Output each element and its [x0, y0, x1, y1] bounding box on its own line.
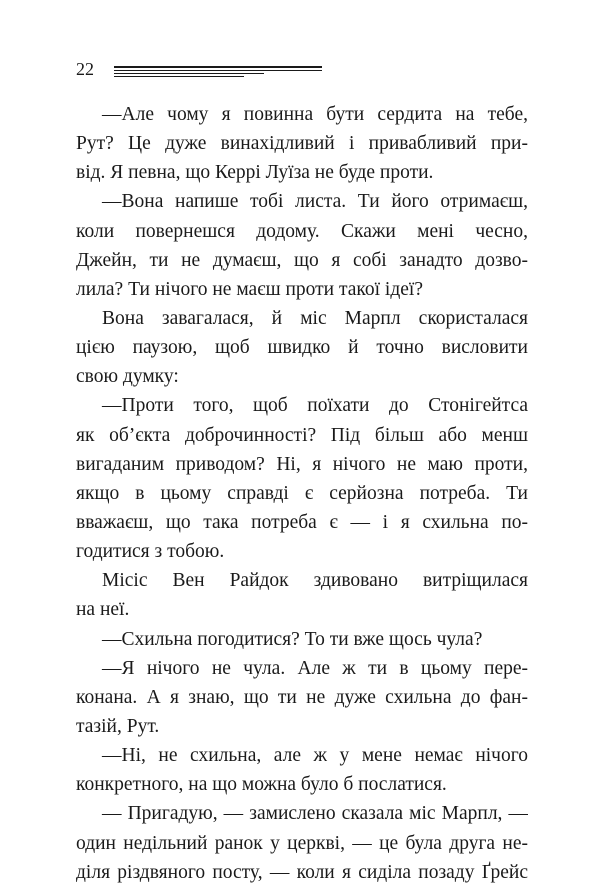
body-text	[76, 100, 528, 887]
text-line: —Але чому я повинна бути сердита на тебе,	[102, 104, 528, 125]
header-rule	[114, 76, 244, 77]
text-line: як об’єкта доброчинності? Під більш або менш	[76, 424, 528, 446]
text-line: якщо в цьому справді є серйозна потреба. Ти	[76, 482, 528, 504]
text-line: —Ні, не схильна, але ж у мене немає нічого	[102, 745, 528, 767]
text-line: —Проти того, щоб поїхати до Стонігейтса	[102, 395, 528, 417]
text-line: —Вона напише тобі листа. Ти його отримаєш,	[102, 191, 528, 213]
header-rule	[114, 73, 264, 74]
text-line: на неї.	[76, 599, 130, 621]
text-line: конкретного, на що можна було б послатися.	[76, 774, 447, 796]
text-line: один недільний ранок у церкві, — це була друга не-	[76, 832, 528, 854]
text-line: —Я нічого не чула. Але ж ти в цьому пере-	[102, 657, 528, 679]
text-line: вигаданим приводом? Ні, я нічого не маю проти,	[76, 453, 528, 475]
text-line: вважаєш, що така потреба є — і я схильна по-	[76, 511, 528, 533]
text-line: Рут? Це дуже винахідливий і привабливий при-	[76, 133, 528, 155]
running-header	[76, 58, 528, 84]
text-line: коли повернешся додому. Скажи мені чесно,	[76, 220, 528, 242]
header-rule	[114, 70, 322, 71]
text-line: від. Я певна, що Керрі Луїза не буде проти.	[76, 162, 434, 184]
text-line: тазій, Рут.	[76, 715, 160, 737]
page-number: 22	[76, 59, 94, 79]
text-line: конана. А я знаю, що ти не дуже схильна до фан-	[76, 686, 528, 708]
text-line: Джейн, ти не думаєш, що я собі занадто дозво-	[76, 249, 528, 271]
text-line: цією паузою, щоб швидко й точно висловити	[76, 337, 528, 359]
text-line: Місіс Вен Райдок здивовано витріщилася	[102, 570, 528, 592]
text-line: Вона завагалася, й міс Марпл скористалася	[102, 307, 528, 329]
text-line: —Схильна погодитися? То ти вже щось чула?	[102, 628, 483, 650]
text-line: лила? Ти нічого не маєш проти такої ідеї?	[76, 278, 423, 300]
text-line: діля різдвяного посту, — коли я сиділа позаду Ґрейс	[76, 861, 528, 883]
header-rule	[114, 66, 322, 68]
text-line: годитися з тобою.	[76, 541, 225, 563]
text-line: — Пригадую, — замислено сказала міс Марпл, —	[102, 803, 528, 825]
text-line: свою думку:	[76, 366, 179, 388]
